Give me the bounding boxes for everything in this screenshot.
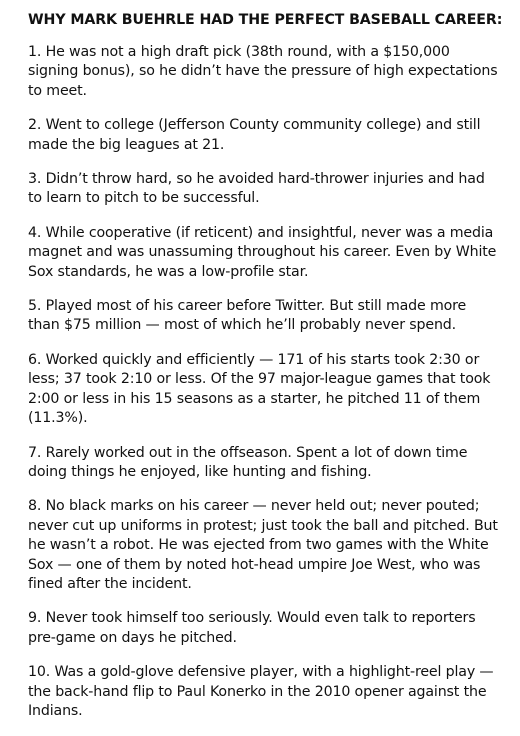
- list-item-4: 4. While cooperative (if reticent) and insightful, never was a media magnet and was unassuming throughout his career. Even by White Sox standards, he was a low-profile star.: [28, 224, 497, 280]
- list-item-9: 9. Never took himself too seriously. Would even talk to reporters pre-game on days he pitched.: [28, 610, 476, 646]
- list-item-6: 6. Worked quickly and efficiently — 171 of his starts took 2:30 or less; 37 took 2:10 or less. Of the 97 major-league games that took 2:00 or less in his 15 seasons as a starter, he pitched 11 of them (11.3%).: [28, 351, 491, 427]
- document: [28, 10, 503, 736]
- list-item-3: 3. Didn’t throw hard, so he avoided hard-thrower injuries and had to learn to pitch to be successful.: [28, 171, 485, 207]
- list-item-10: 10. Was a gold-glove defensive player, with a highlight-reel play — the back-hand flip to Paul Konerko in the 2010 opener against the Indians.: [28, 664, 494, 719]
- list-item-7: 7. Rarely worked out in the offseason. Spent a lot of down time doing things he enjoyed, like hunting and fishing.: [28, 444, 468, 480]
- list-item-1: 1. He was not a high draft pick (38th round, with a $150,000 signing bonus), so he didn’t have the pressure of high expectations to meet.: [28, 44, 498, 99]
- list-item-2: 2. Went to college (Jefferson County community college) and still made the big leagues at 21.: [28, 117, 481, 153]
- list-item-8: 8. No black marks on his career — never held out; never pouted; never cut up uniforms in protest; just took the ball and pitched. But he wasn’t a robot. He was ejected from two games with the White Sox — one of them by noted hot-head umpire Joe West, who was fined after the incident.: [28, 498, 498, 592]
- list-item-5: 5. Played most of his career before Twitter. But still made more than $75 million — most of which he’ll probably never spend.: [28, 298, 467, 334]
- document-title: WHY MARK BUEHRLE HAD THE PERFECT BASEBALL CAREER:: [28, 12, 503, 28]
